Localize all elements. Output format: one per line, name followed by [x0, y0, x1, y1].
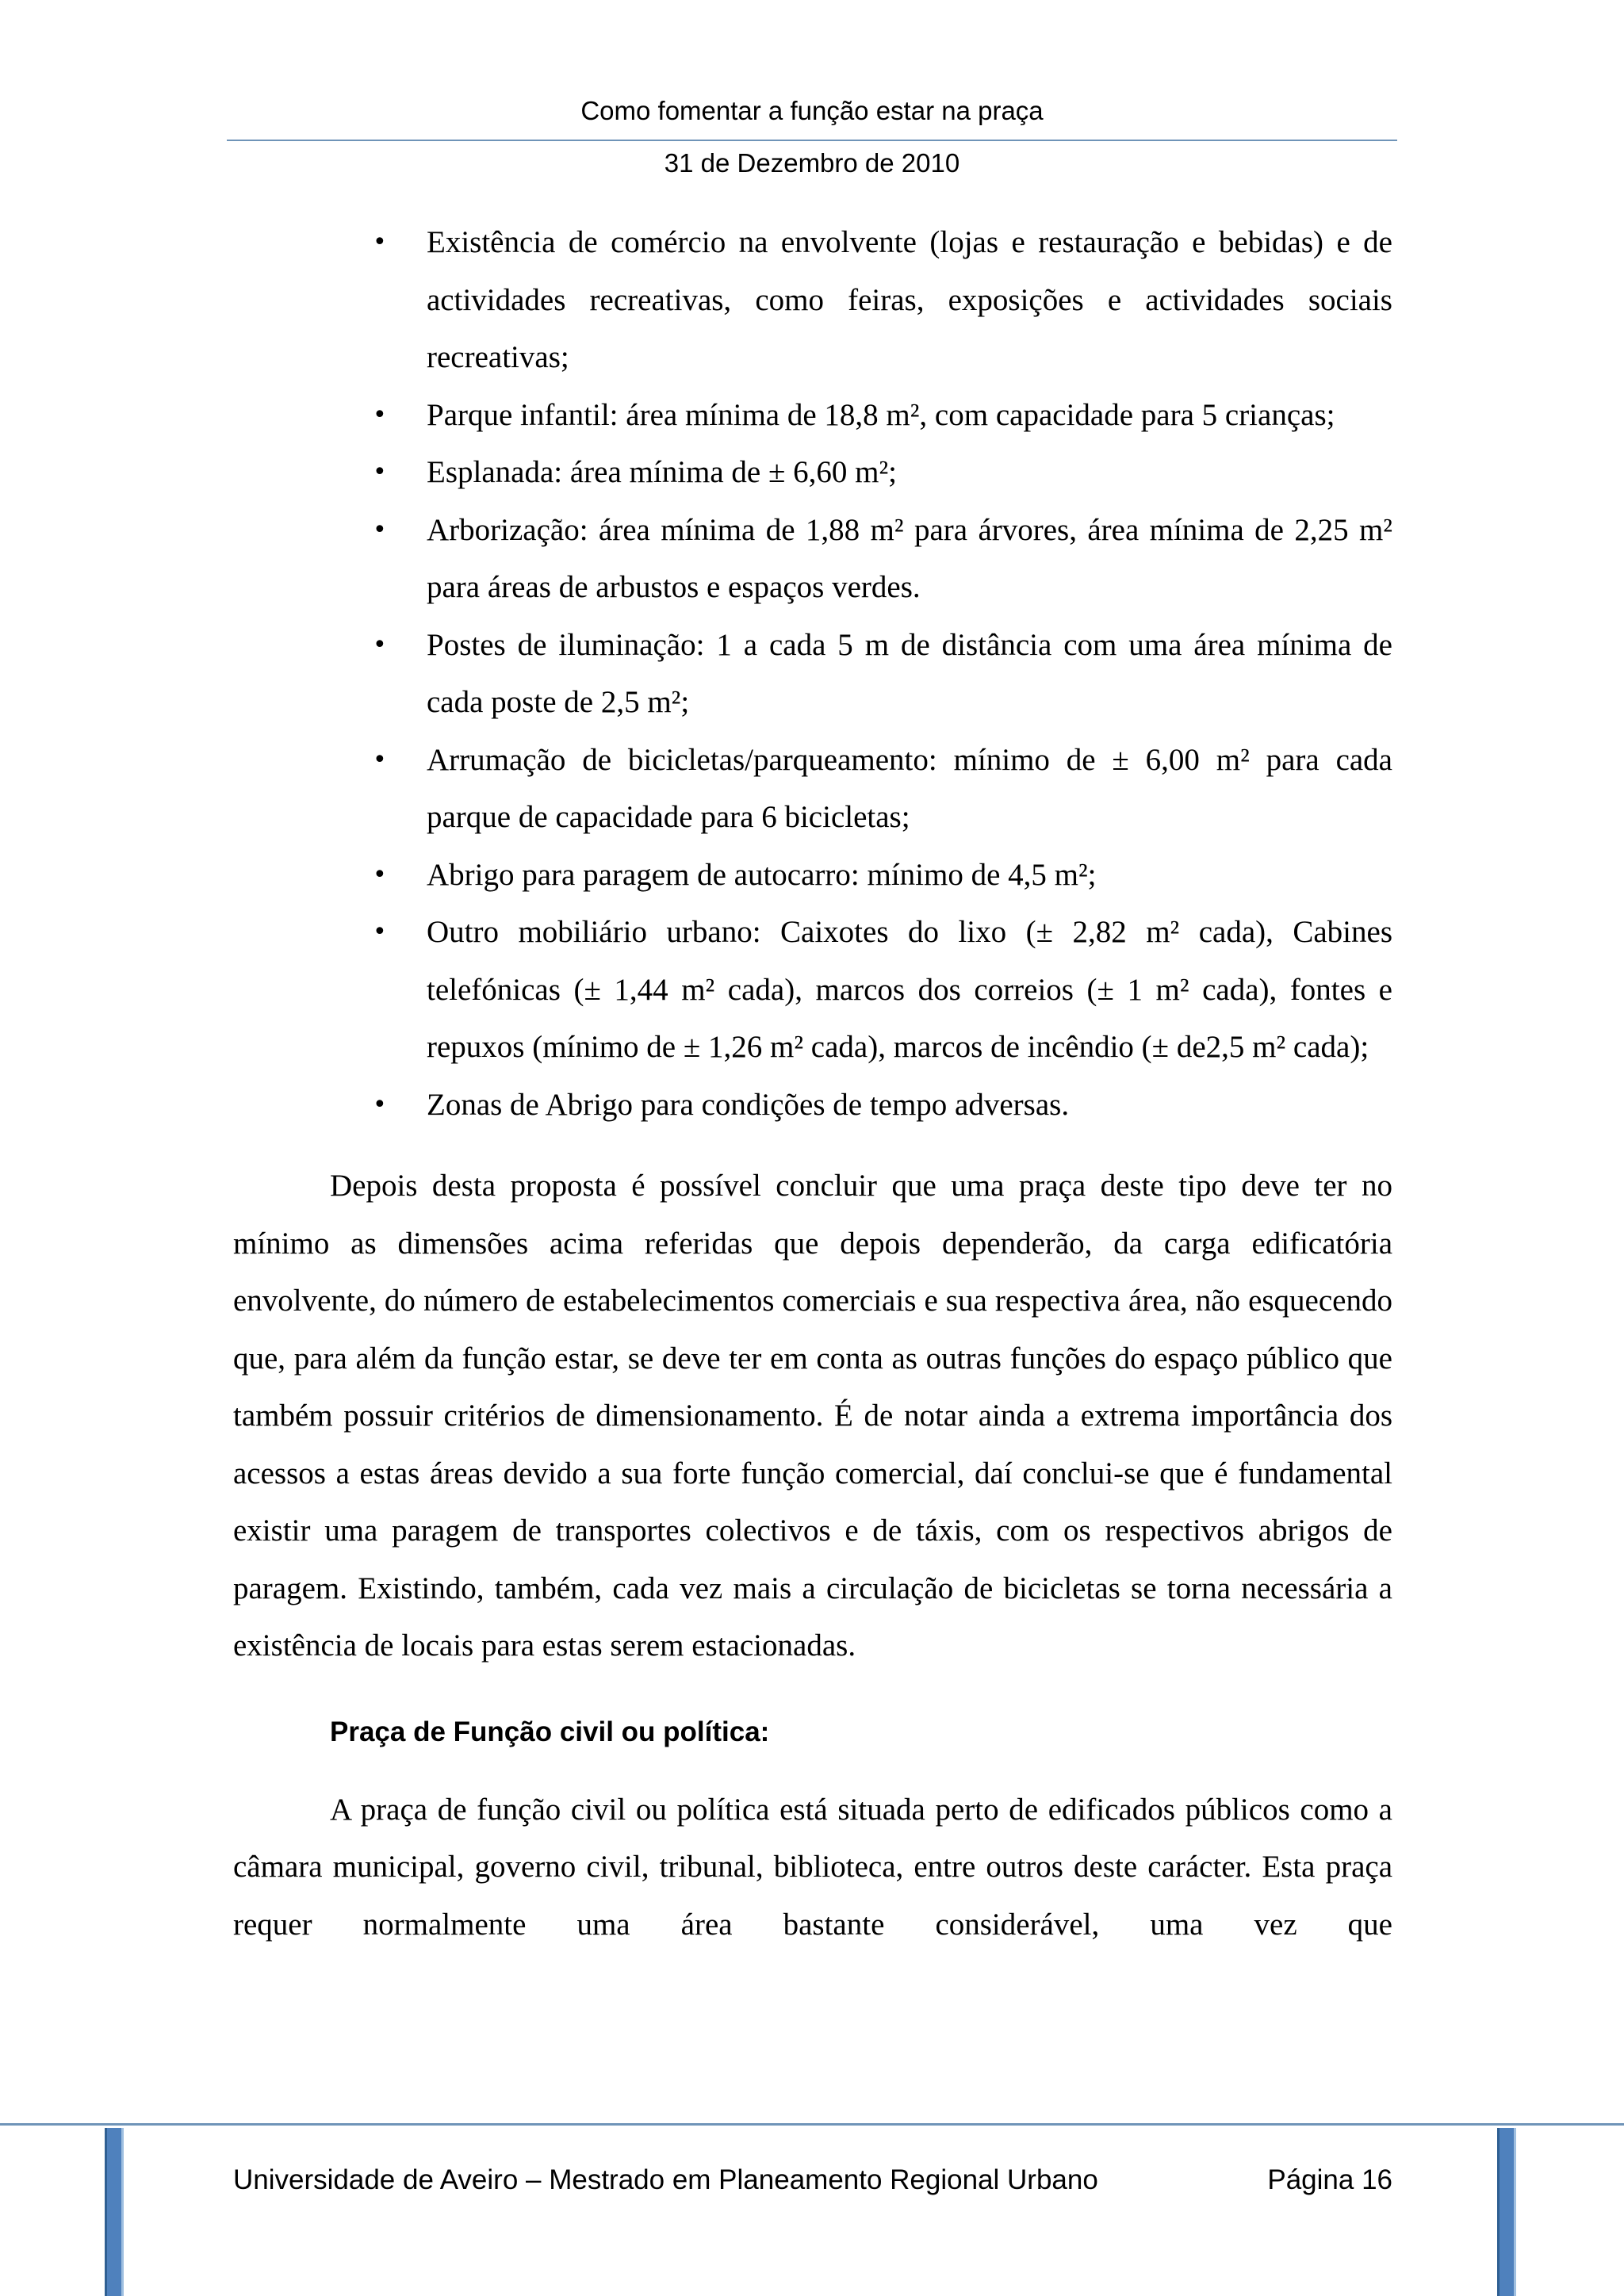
- page-body: [233, 214, 1392, 1954]
- body-paragraph-continued: A praça de função civil ou política está situada perto de edificados públicos como a câmara municipal, governo civil, tribunal, biblioteca, entre outros deste carácter. Esta praça requer normalmente uma área bastante considerável, uma vez que: [233, 1792, 1392, 1942]
- header-title: Como fomentar a função estar na praça: [580, 96, 1044, 125]
- bullet-icon: •: [373, 630, 387, 659]
- list-item-text: Parque infantil: área mínima de 18,8 m², com capacidade para 5 crianças;: [427, 397, 1335, 432]
- list-item-text: Esplanada: área mínima de ± 6,60 m²;: [427, 455, 897, 489]
- list-item: [233, 617, 1392, 732]
- footer-institution: Universidade de Aveiro – Mestrado em Planeamento Regional Urbano: [233, 2164, 1098, 2195]
- list-item: [233, 502, 1392, 617]
- bullet-icon: •: [373, 400, 387, 429]
- bullet-icon: •: [373, 745, 387, 774]
- list-item-text: Zonas de Abrigo para condições de tempo adversas.: [427, 1087, 1070, 1122]
- section-heading: Praça de Função civil ou política:: [330, 1716, 770, 1747]
- bullet-icon: •: [373, 458, 387, 486]
- list-item-text: Abrigo para paragem de autocarro: mínimo de 4,5 m²;: [427, 857, 1097, 892]
- list-item: [233, 847, 1392, 905]
- list-item-text: Outro mobiliário urbano: Caixotes do lixo (± 2,82 m² cada), Cabines telefónicas (± 1,44 m² cada), marcos dos correios (± 1 m² cada), fontes e repuxos (mínimo de ± 1,26 m² cada), marcos de incêndio (± de2,5 m² cada);: [427, 915, 1392, 1064]
- body-paragraph: Depois desta proposta é possível concluir que uma praça deste tipo deve ter no mínimo as dimensões acima referidas que depois dependerão, da carga edificatória envolvente, do número de estabelecimentos comerciais e sua respectiva área, não esquecendo que, para além da função estar, se deve ter em conta as outras funções do espaço público que também possuir critérios de dimensionamento. É de notar ainda a extrema importância dos acessos a estas áreas devido a sua forte função comercial, daí conclui-se que é fundamental existir uma paragem de transportes colectivos e de táxis, com os respectivos abrigos de paragem. Existindo, também, cada vez mais a circulação de bicicletas se torna necessária a existência de locais para estas serem estacionadas.: [233, 1169, 1392, 1663]
- page-header: [227, 94, 1397, 178]
- header-rule: [227, 140, 1397, 141]
- list-item: [233, 387, 1392, 445]
- list-item-text: Existência de comércio na envolvente (lojas e restauração e bebidas) e de actividades recreativas, como feiras, exposições e actividades sociais recreativas;: [427, 225, 1392, 374]
- bullet-icon: •: [373, 918, 387, 946]
- list-item: [233, 732, 1392, 847]
- bullet-icon: •: [373, 1090, 387, 1119]
- list-item: [233, 444, 1392, 502]
- footer-left-bar: [105, 2128, 124, 2296]
- header-date: 31 de Dezembro de 2010: [664, 148, 960, 178]
- bullet-icon: •: [373, 860, 387, 889]
- list-item: [233, 1077, 1392, 1135]
- bullet-icon: •: [373, 228, 387, 256]
- footer-right-bar: [1497, 2128, 1516, 2296]
- page-number: Página 16: [1267, 2164, 1392, 2195]
- list-item-text: Arrumação de bicicletas/parqueamento: mínimo de ± 6,00 m² para cada parque de capacidade para 6 bicicletas;: [427, 742, 1392, 834]
- list-item: [233, 214, 1392, 387]
- list-item: [233, 904, 1392, 1077]
- bullet-list: [233, 214, 1392, 1134]
- list-item-text: Postes de iluminação: 1 a cada 5 m de distância com uma área mínima de cada poste de 2,5 m²;: [427, 627, 1392, 719]
- bullet-icon: •: [373, 515, 387, 544]
- footer-rule: [0, 2123, 1624, 2126]
- list-item-text: Arborização: área mínima de 1,88 m² para árvores, área mínima de 2,25 m² para áreas de arbustos e espaços verdes.: [427, 512, 1392, 604]
